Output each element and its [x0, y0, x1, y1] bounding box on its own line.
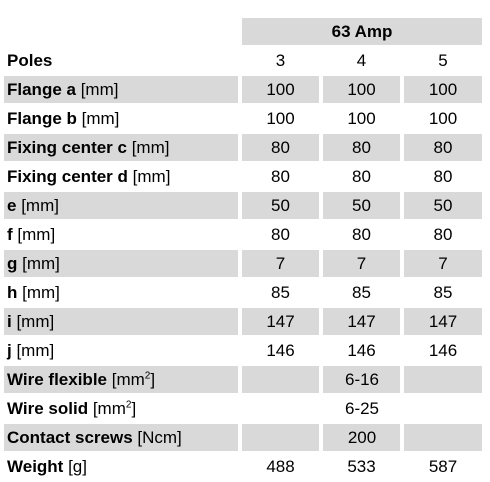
row-label-name: e — [7, 196, 17, 215]
value-cell-2: 4 — [356, 51, 367, 70]
value-cell-2: 50 — [323, 192, 400, 219]
row-label-name: Weight — [7, 457, 64, 476]
row-label-name: Wire solid — [7, 399, 89, 418]
row-label-name: Flange a — [7, 80, 76, 99]
value-cell-2: 80 — [352, 167, 371, 186]
amp-rating-header: 63 Amp — [242, 18, 482, 45]
unit-superscript: 2 — [125, 399, 132, 411]
table-row — [4, 424, 486, 451]
value-cell-3: 5 — [438, 51, 448, 70]
value-cell-1: 3 — [275, 51, 286, 70]
row-label-name: Fixing center d — [7, 167, 128, 186]
value-cell-3: 100 — [428, 109, 458, 128]
row-label-name: Wire flexible — [7, 370, 107, 389]
row-label-name: Flange b — [7, 109, 77, 128]
table-row — [4, 47, 486, 74]
row-label-unit: [mm] — [11, 341, 55, 360]
row-label — [4, 76, 238, 103]
value-cell-3: 80 — [433, 225, 453, 244]
header-row — [4, 18, 486, 45]
row-label — [4, 424, 238, 451]
merged-value-cell — [242, 395, 482, 422]
row-label-name: f — [7, 225, 13, 244]
value-cell-3: 146 — [428, 341, 458, 360]
row-label-name: h — [7, 283, 18, 302]
value-cell-1: 50 — [242, 192, 319, 219]
row-label-name: j — [7, 341, 12, 360]
row-label — [4, 105, 238, 132]
header-blank — [4, 18, 238, 45]
value-cell-3: 85 — [433, 283, 453, 302]
table-row — [4, 192, 486, 219]
row-label-name: g — [7, 254, 18, 273]
value-cell-2: 146 — [347, 341, 376, 360]
row-label-unit: [mm] — [11, 312, 55, 331]
value-cell-1: 100 — [266, 109, 295, 128]
spec-table — [4, 18, 486, 482]
row-label-unit: [Ncm] — [132, 428, 182, 447]
value-cell-2: 7 — [323, 250, 400, 277]
value-cell-1: 7 — [242, 250, 319, 277]
row-label — [4, 279, 238, 306]
row-label-unit-end: ] — [150, 370, 156, 389]
table-row — [4, 308, 486, 335]
value-cell-3: 50 — [404, 192, 482, 219]
value-cell-1: 85 — [271, 283, 290, 302]
merged-value: 6-16 — [344, 370, 380, 389]
row-label — [4, 192, 238, 219]
row-label-unit: [mm] — [76, 109, 120, 128]
row-label-unit: [mm] — [127, 167, 171, 186]
value-cell-3: 80 — [433, 167, 453, 186]
unit-superscript: 2 — [144, 370, 151, 382]
value-cell-3: 147 — [404, 308, 482, 335]
row-label — [4, 308, 238, 335]
row-label-name: Fixing center c — [7, 138, 127, 157]
row-label — [4, 47, 238, 74]
row-label — [4, 395, 238, 422]
table-body — [4, 47, 486, 482]
row-label-name: Contact screws — [7, 428, 133, 447]
table-row — [4, 366, 486, 393]
value-cell-3: 7 — [404, 250, 482, 277]
value-cell-3: 100 — [404, 76, 482, 103]
value-cell-2: 533 — [347, 457, 376, 476]
row-label — [4, 134, 238, 161]
value-cell-2: 100 — [323, 76, 400, 103]
value-cell-1: 100 — [242, 76, 319, 103]
value-cell-2: 100 — [347, 109, 376, 128]
row-label-unit: [mm] — [75, 80, 119, 99]
value-cell-3: 80 — [404, 134, 482, 161]
table-row — [4, 163, 486, 190]
value-cell-1: 146 — [266, 341, 295, 360]
row-label-unit: [mm] — [17, 254, 60, 273]
value-cell-1: 488 — [266, 457, 295, 476]
table-row — [4, 250, 486, 277]
row-label-unit-end: ] — [131, 399, 137, 418]
row-label-name: Poles — [7, 51, 53, 70]
row-label-unit: [mm — [107, 370, 145, 389]
merged-value-cell — [242, 366, 482, 393]
table-row — [4, 76, 486, 103]
row-label — [4, 366, 238, 393]
row-label-unit: [g] — [63, 457, 87, 476]
row-label — [4, 250, 238, 277]
value-cell-1: 80 — [271, 225, 290, 244]
value-cell-1: 80 — [271, 167, 290, 186]
row-label-unit: [mm — [88, 399, 126, 418]
row-label — [4, 453, 238, 480]
table-row — [4, 337, 486, 364]
value-cell-1: 80 — [242, 134, 319, 161]
value-cell-3: 587 — [428, 457, 458, 476]
row-label-name: i — [7, 312, 12, 331]
row-label-unit: [mm] — [12, 225, 56, 244]
value-cell-2: 147 — [323, 308, 400, 335]
merged-value: 6-25 — [344, 399, 380, 418]
row-label-unit: [mm] — [16, 196, 59, 215]
value-cell-2: 80 — [352, 225, 371, 244]
value-cell-1: 147 — [242, 308, 319, 335]
row-label — [4, 337, 238, 364]
merged-value-cell — [242, 424, 482, 451]
table-row — [4, 453, 486, 480]
table-row — [4, 105, 486, 132]
value-cell-2: 80 — [323, 134, 400, 161]
row-label-unit: [mm] — [17, 283, 60, 302]
row-label-unit: [mm] — [126, 138, 170, 157]
value-cell-2: 85 — [352, 283, 371, 302]
table-row — [4, 221, 486, 248]
table-row — [4, 134, 486, 161]
row-label — [4, 221, 238, 248]
merged-value: 200 — [347, 428, 377, 447]
table-row — [4, 395, 486, 422]
row-label — [4, 163, 238, 190]
table-row — [4, 279, 486, 306]
